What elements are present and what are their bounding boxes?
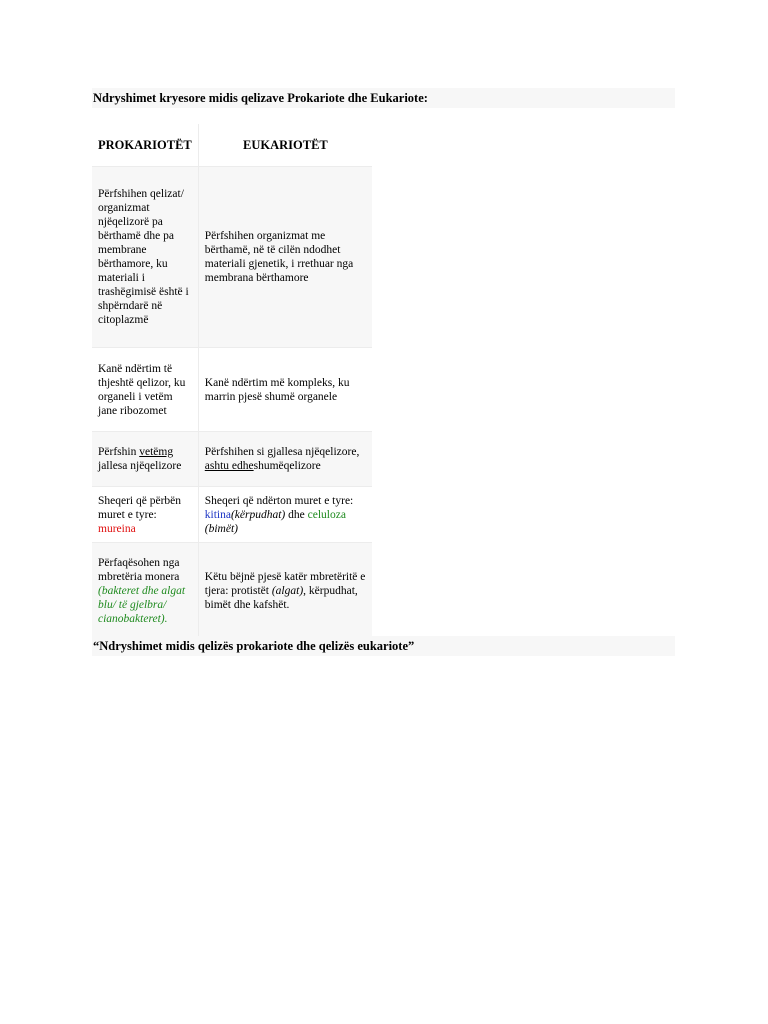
italic-text: (bimët) (204, 522, 238, 535)
table-row (92, 432, 372, 487)
text-run: Këtu bëjnë pjesë katër mbretëritë e tjera: protistët (204, 571, 366, 597)
text-run: Përfshihen si gjallesa njëqelizore, (204, 446, 360, 458)
table-header-row (92, 124, 372, 167)
cell-prokariote (92, 543, 198, 640)
document-title: Ndryshimet kryesore midis qelizave Prokariote dhe Eukariote: (92, 88, 675, 108)
comparison-table (92, 124, 372, 639)
text-run: jallesa njëqelizore (98, 460, 182, 472)
cell-prokariote (92, 487, 198, 543)
table-row (92, 543, 372, 640)
text-run: Sheqeri që përbën muret e tyre: (98, 494, 182, 521)
cell-eukariote (198, 543, 372, 640)
text-run: shumëqelizore (253, 460, 321, 472)
table-row (92, 348, 372, 432)
green-term: celuloza (307, 508, 346, 521)
header-eukariotet: EUKARIOTËT (243, 137, 328, 152)
table-row (92, 167, 372, 348)
text-run: Përfshin (98, 446, 140, 458)
cell-eukariote (198, 432, 372, 487)
cell-prokariote: Kanë ndërtim të thjeshtë qelizor, ku organeli i vetëm jane ribozomet (92, 348, 198, 432)
blue-term: kitina (204, 508, 231, 521)
underlined-text: vetëmg (139, 446, 174, 458)
text-run: dhe (285, 508, 308, 521)
red-term: mureina (98, 522, 136, 535)
italic-text: (kërpudhat) (230, 508, 286, 521)
green-italic-text: (bakteret dhe algat blu/ të gjelbra/ cianobakteret). (98, 585, 186, 625)
text-run: Sheqeri që ndërton muret e tyre: (204, 494, 354, 507)
cell-eukariote: Kanë ndërtim më kompleks, ku marrin pjesë shumë organele (198, 348, 372, 432)
table-row (92, 487, 372, 543)
document-caption: “Ndryshimet midis qelizës prokariote dhe qelizës eukariote” (92, 636, 675, 656)
cell-eukariote (198, 487, 372, 543)
underlined-text: ashtu edhe (204, 460, 254, 472)
header-prokariotet: PROKARIOTËT (92, 124, 198, 167)
text-run: Përfaqësohen nga mbretëria monera (98, 557, 180, 583)
cell-eukariote: Përfshihen organizmat me bërthamë, në të cilën ndodhet materiali gjenetik, i rrethuar nga membrana bërthamore (198, 167, 372, 348)
text-run: , kërpudhat, bimët dhe kafshët. (204, 585, 358, 611)
cell-prokariote: Përfshihen qelizat/ organizmat njëqelizorë pa bërthamë dhe pa membrane bërthamore, ku materiali i trashëgimisë është i shpërndarë në citoplazmë (92, 167, 198, 348)
italic-text: (algat) (271, 585, 304, 597)
cell-prokariote (92, 432, 198, 487)
